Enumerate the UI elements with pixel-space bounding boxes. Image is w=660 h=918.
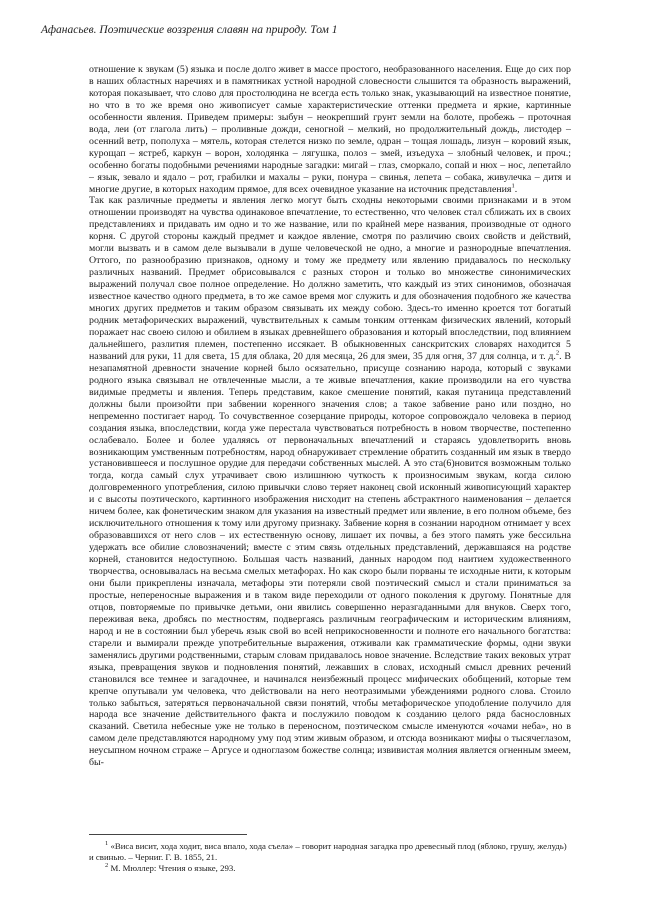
running-title: Афанасьев. Поэтические воззрения славян на природу. Том 1 <box>41 24 338 36</box>
footnote-1-text: «Виса висит, хода ходит, виса впало, хода съела» – говорит народная загадка про древесный плод (яблоко, грушу, желудь) и свинью. – Черниг. Г. В. 1855, 21. <box>89 841 567 862</box>
footnote-ref-1[interactable]: 1 <box>511 182 515 190</box>
paragraph-2-text: Так как различные предметы и явления легко могут быть сходны некоторыми своими признаками и в этом отношении производят на чувства одинаковое впечатление, то естественно, что человек стал сближать их в своих представлениях и придавать им одно и то же название, или по крайней мере названия, производные от одного корня. С другой стороны каждый предмет и каждое явление, смотря по различию своих свойств и действий, могли вызвать и в самом деле вызывали в душе человеческой не одно, а многие и разнородные впечатления. Оттого, по разнообразию признаков, одному и тому же предмету или явлению придавалось по нескольку различных названий. Предмет обрисовывался с разных сторон и только во множестве синонимических выражений получал свое полное определение. Но должно заметить, что каждый из этих синонимов, обозначая известное качество одного предмета, в то же самое время мог служить и для обозначения подобного же качества многих других предметов и таким образом связывать их между собою. Здесь-то именно кроется тот богатый родник метафорических выражений, чувствительных к самым тонким оттенкам физических явлений, который поражает нас своею силою и обилием в языках древнейшего образования и который впоследствии, под влиянием дальнейшего, разлития племен, постепенно иссякает. В обыкновенных санскритских словарях находится 5 названий для руки, 11 для света, 15 для облака, 20 для месяца, 26 для змеи, 35 для огня, 37 для солнца, и т. д. <box>89 195 571 362</box>
paragraph-2 <box>89 195 571 769</box>
paragraph-1-end: . <box>514 183 518 195</box>
footnotes <box>89 841 571 874</box>
footnote-1 <box>89 841 571 863</box>
paragraph-2-rest: . В незапамятной древности значение корней было осязательно, присуще сознанию народа, который с звуками родного языка связывал не отвлеченные мысли, а те живые впечатления, какие производили на его чувства видимые предметы и явления. Теперь представим, какое смешение понятий, какая путаница представлений должны были произойти при забвении коренного значения слов; а такое забвение рано или поздно, но непременно постигает народ. То сочувственное созерцание природы, которое сопровождало человека в период создания языка, впоследствии, когда уже перестала чувствоваться потребность в новом творчестве, постепенно ослабевало. Более и более удаляясь от первоначальных впечатлений и стараясь удовлетворить вновь возникающим умственным потребностям, народ обнаруживает стремление обратить созданный им язык в твердо установившееся и послушное орудие для передачи собственных мыслей. А это ста(6)новится возможным только тогда, когда самый слух утрачивает свою излишнюю чуткость к произносимым звукам, когда силою долговременного употребления, силою привычки слово теряет наконец свой исконный живописующий характер и с высоты поэтического, картинного изображения нисходит на степень абстрактного наименования – делается ничем более, как фонетическим знаком для указания на известный предмет или явление, в его полном объеме, без исключительного отношения к тому или другому признаку. Забвение корня в сознании народном отнимает у всех образовавшихся от него слов – их естественную основу, лишает их почвы, а без этого память уже бессильна удержать все обилие словозначений; вместе с этим связь отдельных представлений, державшаяся на родстве корней, становится недоступною. Большая часть названий, данных народом под наитием художественного творчества, основывалась на весьма смелых метафорах. Но как скоро были порваны те исходные нити, к которым они были прикреплены изначала, метафоры эти потеряли свой поэтический смысл и стали приниматься за простые, непереносные выражения и в таком виде переходили от одного поколения к другому. Понятные для отцов, повторяемые по привычке детьми, они явились совершенно неразгаданными для внуков. Сверх того, переживая века, дробясь по местностям, подвергаясь различным географическим и историческим влияниям, народ и не в состоянии был уберечь язык свой во всей неприкосновенности и полноте его начального богатства: старели и вымирали прежде употребительные выражения, отживали как грамматические формы, одни звуки заменялись другими родственными, старым словам придавалось новое значение. Вследствие таких вековых утрат языка, превращения звуков и подновления понятий, лежавших в словах, исходный смысл древних речений становился все темнее и загадочнее, и начинался неизбежный процесс мифических обобщений, которые тем крепче опутывали ум человека, что действовали на него неотразимыми убеждениями родного слова. Стоило только забыться, затеряться первоначальной связи понятий, чтобы метафорическое уподобление получило для народа все значение действительного факта и послужило поводом к созданию целого ряда баснословных сказаний. Светила небесные уже не только в переносном, поэтическом смысле именуются «очами неба», но в самом деле представляются народному уму под этим живым образом, и отсюда возникают мифы о тысячеглазом, неусыпном ночном страже – Аргусе и одноглазом божестве солнца; извивистая молния является огненным змеем, бы- <box>89 350 572 769</box>
footnote-2-text: М. Мюллер: Чтения о языке, 293. <box>108 863 236 873</box>
footnote-divider <box>89 834 247 835</box>
main-text <box>89 64 571 769</box>
paragraph-1 <box>89 64 571 195</box>
footnote-2-marker: 2 <box>105 862 109 870</box>
footnote-ref-2[interactable]: 2 <box>555 349 560 357</box>
footnote-2 <box>89 863 571 874</box>
footnote-1-marker: 1 <box>105 840 109 848</box>
paragraph-1-text: отношение к звукам (5) языка и после долго живет в массе простого, необразованного населения. Еще до сих пор в наших областных наречиях и в памятниках устной народной словесности слышится та образность выражений, которая показывает, что слово для простолюдина не всегда есть только знак, указывающий на известное понятие, но что в то же время оно живописует самые характеристические оттенки предмета и яркие, картинные особенности явления. Приведем примеры: зыбун – неокрепший грунт земли на болоте, пробежь – проточная вода, леи (от глагола лить) – проливные дожди, сеногной – мелкий, но продолжительный дождь, листодер – осенний ветр, пополуха – мятель, которая стелется низко по земле, одран – тощая лошадь, лизун – коровий язык, курощап – ястреб, каркун – ворон, холодянка – лягушка, полоз – змей, изъедуха – злобный человек, и проч.; особенно богаты подобными речениями народные загадки: мигай – глаз, сморкало, сопай и нюх – нос, лепетайло – язык, зевало и ядало – рот, грабилки и махалы – руки, понура – свинья, лепета – собака, живулечка – дитя и многие другие, в которых находим прямое, для всех очевидное указание на источник представления <box>89 64 571 195</box>
